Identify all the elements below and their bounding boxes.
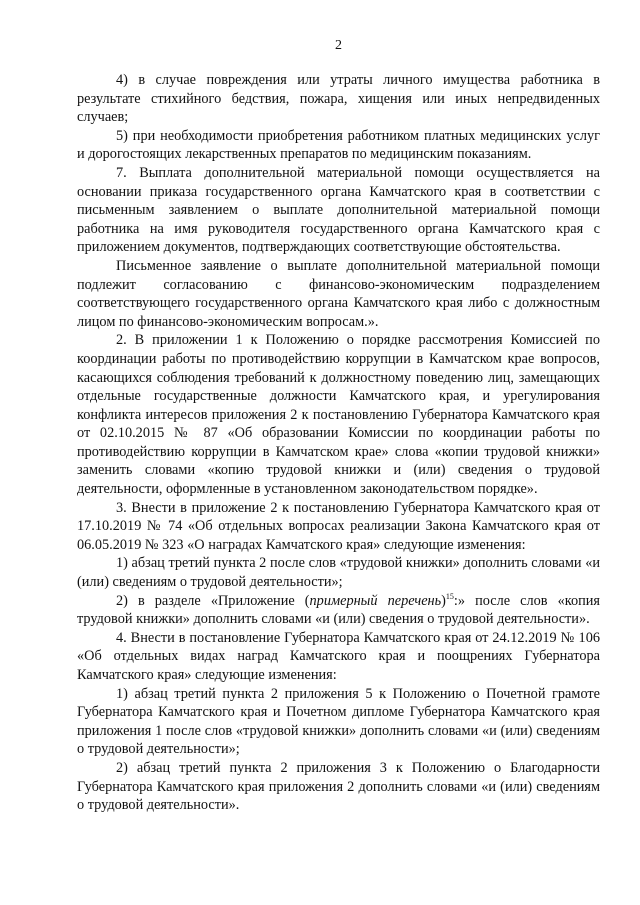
paragraph: 2. В приложении 1 к Положению о порядке рассмотрения Комиссией по координации работы по противодействию коррупции в Камчатском крае вопросов, касающихся соблюдения требований к должностному поведению лиц, замещающих отдельные государственные должности Камчатского края, и урегулирования конфликта интересов приложения 2 к постановлению Губернатора Камчатского края от 02.10.2015 № 87 «Об образовании Комиссии по координации работы по противодействию коррупции в Камчатском крае» слова «копии трудовой книжки» заменить словами «копию трудовой книжки и (или) сведения о трудовой деятельности, оформленные в установленном законодательством порядке». [77,332,600,498]
paragraph: Письменное заявление о выплате дополнительной материальной помощи подлежит согласованию с финансово-экономическим подразделением соответствующего государственного органа Камчатского края либо с должностным лицом по финансово-экономическим вопросам.». [77,257,600,330]
paragraph: 2) абзац третий пункта 2 приложения 3 к Положению о Благодарности Губернатора Камчатского края приложения 2 дополнить словами «и (или) сведениям о трудовой деятельности». [77,759,600,814]
paragraph: 3. Внести в приложение 2 к постановлению Губернатора Камчатского края от 17.10.2019 № 74 «Об отдельных вопросах реализации Закона Камчатского края от 06.05.2019 № 323 «О наградах Камчатского края» следующие изменения: [77,499,600,553]
text-segment: ) [441,592,446,609]
paragraph: 5) при необходимости приобретения работником платных медицинских услуг и дорогостоящих лекарственных препаратов по медицинским показаниям. [77,127,600,163]
page-number: 2 [335,38,342,53]
paragraph: 1) абзац третий пункта 2 приложения 5 к Положению о Почетной грамоте Губернатора Камчатского края и Почетном дипломе Губернатора Камчатского края приложения 1 после слов «трудовой книжки» дополнить словами «и (или) сведениям о трудовой деятельности»; [77,685,600,758]
text-segment: 2) в разделе «Приложение ( [116,592,310,609]
italic-text: примерный перечень [309,592,442,609]
paragraph: 4) в случае повреждения или утраты личного имущества работника в результате стихийного бедствия, пожара, хищения или иных непредвиденных случаев; [77,72,600,126]
paragraph: 1) абзац третий пункта 2 после слов «трудовой книжки» дополнить словами «и (или) сведениям о трудовой деятельности»; [77,555,600,591]
paragraph: 7. Выплата дополнительной материальной помощи осуществляется на основании приказа государственного органа Камчатского края в соответствии с письменным заявлением о выплате дополнительной материальной помощи работника на имя руководителя государственного органа Камчатского края с приложением документов, подтверждающих соответствующие обстоятельства. [77,164,600,256]
footnote-ref: 15 [445,591,454,601]
paragraph-with-italic [77,592,600,629]
paragraph: 4. Внести в постановление Губернатора Камчатского края от 24.12.2019 № 106 «Об отдельных видах наград Камчатского края и поощрениях Губернатора Камчатского края» следующие изменения: [77,629,600,683]
text-segment: :» после слов «копия трудовой книжки» дополнить словами «и (или) сведения о трудовой деятельности». [77,592,600,628]
